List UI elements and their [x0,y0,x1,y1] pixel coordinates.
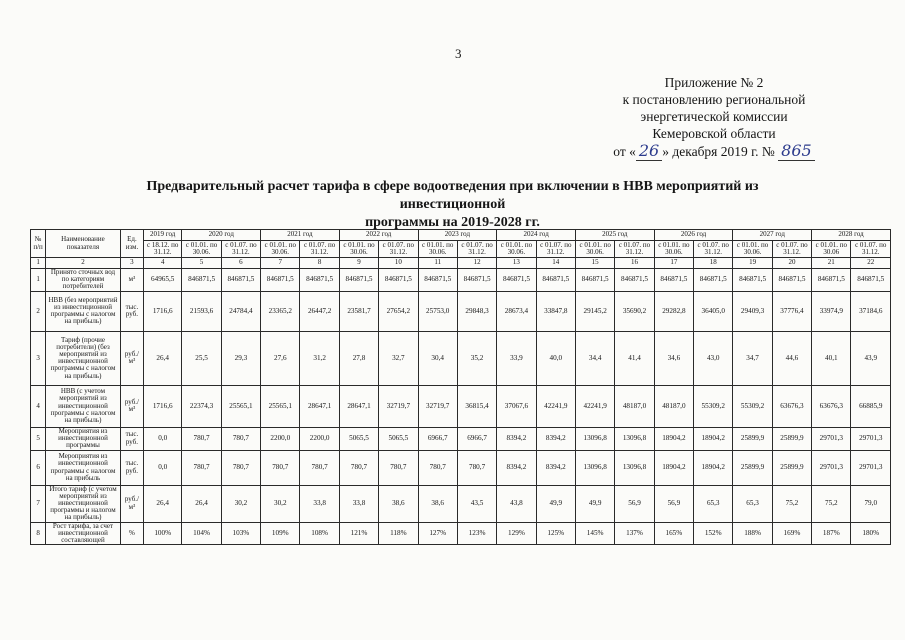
value-cell: 21593,6 [182,291,221,331]
value-cell: 29,3 [221,331,260,385]
value-cell: 43,0 [694,331,733,385]
value-cell: 33974,9 [812,291,851,331]
appendix-header [589,74,839,160]
value-cell: 35,2 [457,331,496,385]
handwritten-doc-number: 865 [778,141,815,161]
value-cell: 29409,3 [733,291,772,331]
value-cell: 0,0 [144,450,182,485]
column-number: 22 [851,258,891,269]
value-cell: 780,7 [182,427,221,450]
value-cell: 846871,5 [694,269,733,292]
value-cell: 37776,4 [772,291,811,331]
value-cell: 129% [497,522,536,545]
row-number: 5 [31,427,46,450]
table-row [31,331,891,385]
value-cell: 125% [536,522,575,545]
value-cell: 48187,0 [615,385,654,427]
value-cell: 103% [221,522,260,545]
header-period: с 01.01. по 30.06. [497,241,536,258]
table-row [31,485,891,522]
header-period: с 18.12. по 31.12. [144,241,182,258]
value-cell: 780,7 [261,450,300,485]
header-period: с 01.07. по 31.12. [536,241,575,258]
value-cell: 36405,0 [694,291,733,331]
value-cell: 42241,9 [536,385,575,427]
handwritten-day: 26 [636,141,662,161]
value-cell: 188% [733,522,772,545]
row-number: 8 [31,522,46,545]
value-cell: 66885,9 [851,385,891,427]
column-number: 18 [694,258,733,269]
value-cell: 28647,1 [300,385,339,427]
header-year: 2020 год [182,230,261,241]
value-cell: 49,9 [575,485,614,522]
row-unit: руб./м³ [120,485,143,522]
value-cell: 29848,3 [457,291,496,331]
value-cell: 13096,8 [615,450,654,485]
header-period: с 01.01. по 30.06. [182,241,221,258]
column-number: 21 [812,258,851,269]
column-number: 13 [497,258,536,269]
value-cell: 13096,8 [615,427,654,450]
column-number: 20 [772,258,811,269]
value-cell: 29701,3 [812,450,851,485]
column-number: 2 [46,258,121,269]
appendix-date-line [589,142,839,160]
column-number: 4 [144,258,182,269]
value-cell: 25753,0 [418,291,457,331]
value-cell: 109% [261,522,300,545]
value-cell: 137% [615,522,654,545]
page-number: 3 [455,46,462,61]
value-cell: 35690,2 [615,291,654,331]
value-cell: 6966,7 [418,427,457,450]
value-cell: 25899,9 [733,427,772,450]
value-cell: 846871,5 [536,269,575,292]
value-cell: 33,8 [339,485,378,522]
value-cell: 28673,4 [497,291,536,331]
header-period: с 01.01. по 30.06. [575,241,614,258]
value-cell: 846871,5 [339,269,378,292]
table-row [31,291,891,331]
value-cell: 123% [457,522,496,545]
row-name: НВВ (без мероприятий из инвестиционной программы с налогом на прибыль) [46,291,121,331]
column-number: 7 [261,258,300,269]
header-period: с 01.07. по 31.12. [379,241,418,258]
header-year: 2028 год [812,230,891,241]
row-unit: тыс. руб. [120,450,143,485]
value-cell: 43,9 [851,331,891,385]
value-cell: 5065,5 [379,427,418,450]
value-cell: 780,7 [221,427,260,450]
value-cell: 18904,2 [694,427,733,450]
header-year: 2023 год [418,230,497,241]
value-cell: 55309,2 [733,385,772,427]
value-cell: 42241,9 [575,385,614,427]
value-cell: 43,8 [497,485,536,522]
header-period: с 01.01. по 30.06. [339,241,378,258]
value-cell: 2200,0 [300,427,339,450]
value-cell: 23581,7 [339,291,378,331]
header-period: с 01.07. по 31.12. [221,241,260,258]
value-cell: 846871,5 [812,269,851,292]
value-cell: 846871,5 [851,269,891,292]
value-cell: 6966,7 [457,427,496,450]
value-cell: 37184,6 [851,291,891,331]
value-cell: 780,7 [379,450,418,485]
value-cell: 55309,2 [694,385,733,427]
value-cell: 28647,1 [339,385,378,427]
tariff-table [30,229,891,545]
value-cell: 34,7 [733,331,772,385]
value-cell: 25899,9 [733,450,772,485]
row-unit: % [120,522,143,545]
value-cell: 22374,3 [182,385,221,427]
value-cell: 56,9 [654,485,693,522]
value-cell: 25565,1 [261,385,300,427]
value-cell: 32719,7 [379,385,418,427]
header-period: с 01.07. по 31.12. [694,241,733,258]
value-cell: 118% [379,522,418,545]
appendix-line-4: Кемеровской области [652,126,776,141]
value-cell: 25899,9 [772,450,811,485]
row-unit: руб./м³ [120,331,143,385]
row-number: 1 [31,269,46,292]
row-name: Мероприятия из инвестиционной программы с налогом на прибыль [46,450,121,485]
column-number: 11 [418,258,457,269]
value-cell: 26,4 [144,485,182,522]
header-period: с 01.07. по 31.12. [772,241,811,258]
row-name: Принято сточных вод по категориям потребителей [46,269,121,292]
value-cell: 13096,8 [575,427,614,450]
value-cell: 100% [144,522,182,545]
value-cell: 63676,3 [812,385,851,427]
value-cell: 40,0 [536,331,575,385]
value-cell: 846871,5 [300,269,339,292]
value-cell: 18904,2 [654,427,693,450]
header-year: 2019 год [144,230,182,241]
value-cell: 29701,3 [851,427,891,450]
value-cell: 8394,2 [536,450,575,485]
value-cell: 8394,2 [497,427,536,450]
header-year: 2024 год [497,230,576,241]
header-num: № п/п [31,230,46,258]
column-number: 12 [457,258,496,269]
value-cell: 127% [418,522,457,545]
header-period: с 01.01. по 30.06. [418,241,457,258]
value-cell: 121% [339,522,378,545]
value-cell: 48187,0 [654,385,693,427]
column-number: 14 [536,258,575,269]
table-row [31,385,891,427]
value-cell: 5065,5 [339,427,378,450]
value-cell: 780,7 [300,450,339,485]
value-cell: 1716,6 [144,291,182,331]
value-cell: 32,7 [379,331,418,385]
value-cell: 152% [694,522,733,545]
value-cell: 187% [812,522,851,545]
row-unit: тыс. руб. [120,291,143,331]
value-cell: 29145,2 [575,291,614,331]
document-title [100,178,805,232]
title-line-1: Предварительный расчет тарифа в сфере водоотведения при включении в НВВ мероприятий из инвестиционной [146,179,759,212]
value-cell: 30,2 [261,485,300,522]
row-name: Рост тарифа, за счет инвестиционной составляющей [46,522,121,545]
value-cell: 43,5 [457,485,496,522]
column-number: 16 [615,258,654,269]
value-cell: 38,6 [418,485,457,522]
header-name: Наименование показателя [46,230,121,258]
column-number: 8 [300,258,339,269]
value-cell: 26,4 [182,485,221,522]
value-cell: 8394,2 [497,450,536,485]
title-line-2: программы на 2019-2028 гг. [365,215,540,230]
value-cell: 846871,5 [379,269,418,292]
value-cell: 846871,5 [575,269,614,292]
value-cell: 30,2 [221,485,260,522]
value-cell: 29282,8 [654,291,693,331]
column-number: 15 [575,258,614,269]
value-cell: 846871,5 [654,269,693,292]
appendix-line-3: энергетической комиссии [640,109,788,124]
value-cell: 27,6 [261,331,300,385]
header-period: с 01.07. по 31.12. [300,241,339,258]
value-cell: 780,7 [418,450,457,485]
appendix-line-1: Приложение № 2 [664,75,764,90]
value-cell: 846871,5 [418,269,457,292]
value-cell: 780,7 [457,450,496,485]
row-name: Тариф (прочие потребители) (без мероприятий из инвестиционной программы с налогом на прибыль) [46,331,121,385]
row-number: 7 [31,485,46,522]
header-period: с 01.01. по 30.06. [733,241,772,258]
value-cell: 23365,2 [261,291,300,331]
value-cell: 63676,3 [772,385,811,427]
value-cell: 37067,6 [497,385,536,427]
row-unit: м³ [120,269,143,292]
header-year: 2027 год [733,230,812,241]
value-cell: 65,3 [733,485,772,522]
row-name: Мероприятия из инвестиционной программы [46,427,121,450]
value-cell: 34,6 [654,331,693,385]
column-number: 3 [120,258,143,269]
header-unit: Ед. изм. [120,230,143,258]
value-cell: 44,6 [772,331,811,385]
value-cell: 40,1 [812,331,851,385]
value-cell: 27654,2 [379,291,418,331]
header-year: 2026 год [654,230,733,241]
value-cell: 29701,3 [851,450,891,485]
value-cell: 145% [575,522,614,545]
value-cell: 846871,5 [733,269,772,292]
value-cell: 25,5 [182,331,221,385]
header-year: 2022 год [339,230,418,241]
header-period: с 01.07. по 31.12. [615,241,654,258]
row-name: Итого тариф (с учетом мероприятий из инвестиционной программы и налогом на прибыль) [46,485,121,522]
value-cell: 780,7 [182,450,221,485]
value-cell: 26447,2 [300,291,339,331]
value-cell: 41,4 [615,331,654,385]
value-cell: 846871,5 [772,269,811,292]
value-cell: 180% [851,522,891,545]
value-cell: 846871,5 [261,269,300,292]
row-number: 3 [31,331,46,385]
table-row [31,427,891,450]
value-cell: 104% [182,522,221,545]
value-cell: 25899,9 [772,427,811,450]
row-number: 2 [31,291,46,331]
row-number: 6 [31,450,46,485]
table-row [31,522,891,545]
value-cell: 29701,3 [812,427,851,450]
column-number: 10 [379,258,418,269]
value-cell: 0,0 [144,427,182,450]
value-cell: 33,9 [497,331,536,385]
value-cell: 33847,8 [536,291,575,331]
value-cell: 846871,5 [182,269,221,292]
value-cell: 36815,4 [457,385,496,427]
value-cell: 65,3 [694,485,733,522]
header-period: с 01.01. по 30.06. [261,241,300,258]
value-cell: 1716,6 [144,385,182,427]
value-cell: 75,2 [812,485,851,522]
value-cell: 780,7 [221,450,260,485]
value-cell: 64965,5 [144,269,182,292]
value-cell: 56,9 [615,485,654,522]
value-cell: 30,4 [418,331,457,385]
row-name: НВВ (с учетом мероприятий из инвестиционной программы с налогом на прибыль) [46,385,121,427]
value-cell: 27,8 [339,331,378,385]
value-cell: 13096,8 [575,450,614,485]
value-cell: 2200,0 [261,427,300,450]
row-unit: тыс. руб. [120,427,143,450]
value-cell: 108% [300,522,339,545]
value-cell: 846871,5 [221,269,260,292]
value-cell: 165% [654,522,693,545]
value-cell: 18904,2 [694,450,733,485]
date-middle: » декабря 2019 г. № [662,144,775,159]
table-row [31,450,891,485]
value-cell: 26,4 [144,331,182,385]
header-period: с 01.07. по 31.12. [457,241,496,258]
value-cell: 18904,2 [654,450,693,485]
value-cell: 846871,5 [457,269,496,292]
header-year: 2025 год [575,230,654,241]
value-cell: 32719,7 [418,385,457,427]
row-unit: руб./м³ [120,385,143,427]
value-cell: 75,2 [772,485,811,522]
value-cell: 846871,5 [615,269,654,292]
date-prefix: от « [613,144,636,159]
value-cell: 8394,2 [536,427,575,450]
value-cell: 24784,4 [221,291,260,331]
value-cell: 169% [772,522,811,545]
value-cell: 49,9 [536,485,575,522]
value-cell: 38,6 [379,485,418,522]
value-cell: 31,2 [300,331,339,385]
value-cell: 33,8 [300,485,339,522]
column-number: 6 [221,258,260,269]
appendix-line-2: к постановлению региональной [622,92,806,107]
column-number: 17 [654,258,693,269]
value-cell: 25565,1 [221,385,260,427]
column-number: 9 [339,258,378,269]
value-cell: 34,4 [575,331,614,385]
header-period: с 01.01. по 30.06 [812,241,851,258]
table-row [31,269,891,292]
row-number: 4 [31,385,46,427]
column-number: 1 [31,258,46,269]
value-cell: 780,7 [339,450,378,485]
column-number: 5 [182,258,221,269]
header-year: 2021 год [261,230,340,241]
header-period: с 01.07. по 31.12. [851,241,891,258]
column-number: 19 [733,258,772,269]
value-cell: 846871,5 [497,269,536,292]
value-cell: 79,0 [851,485,891,522]
header-period: с 01.01. по 30.06. [654,241,693,258]
